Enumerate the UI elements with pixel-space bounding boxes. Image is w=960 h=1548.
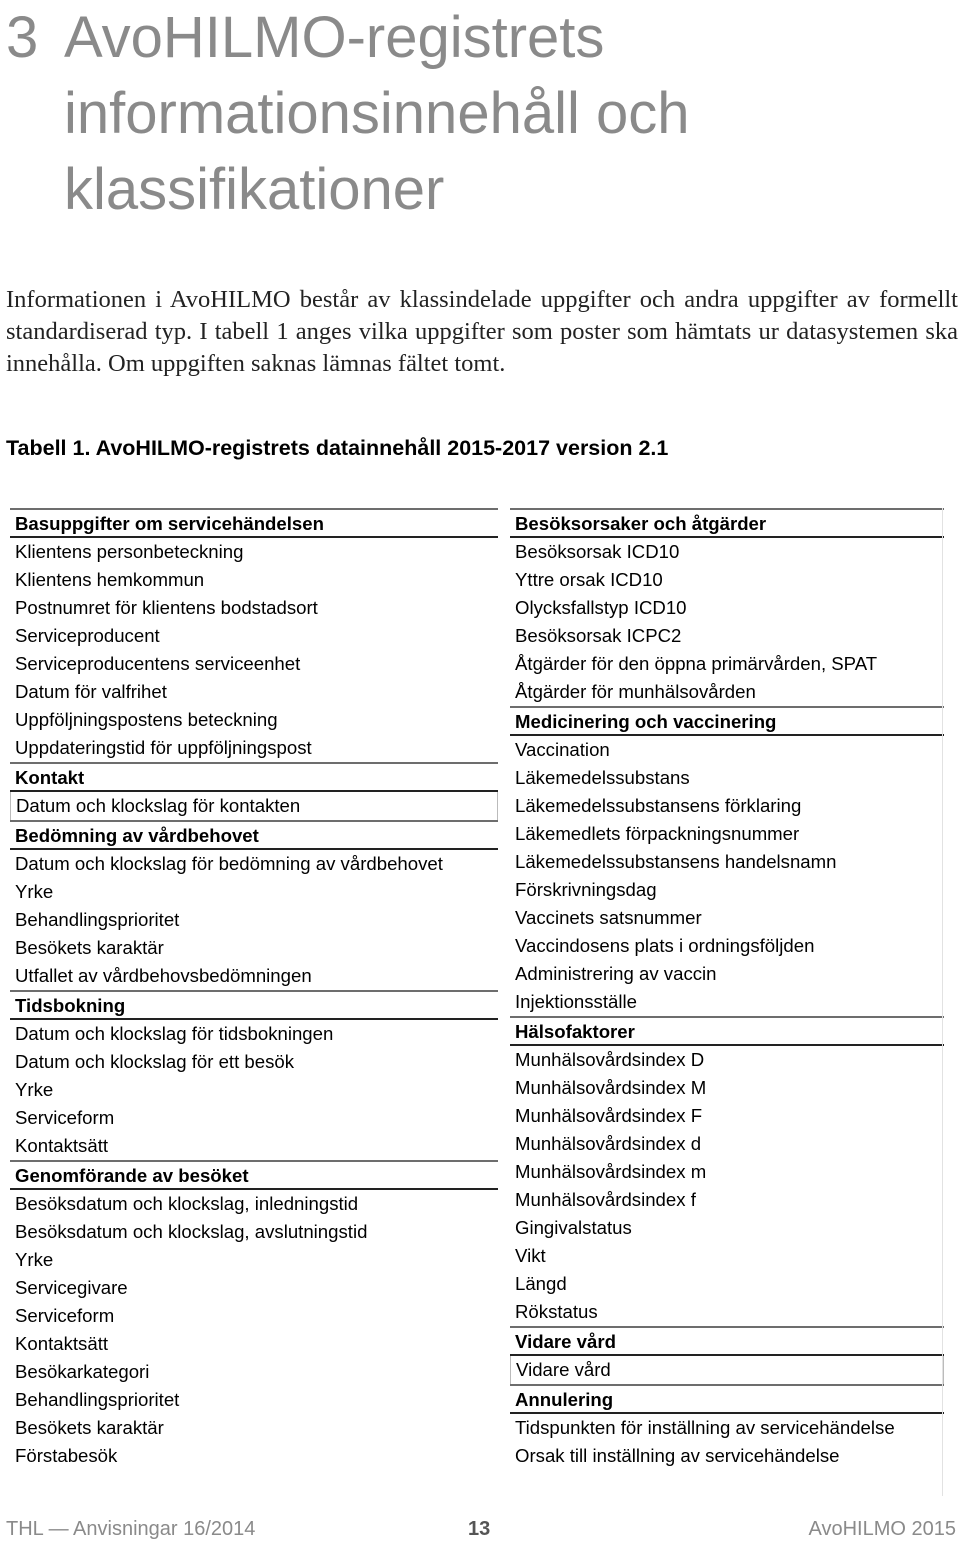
table-row: Vikt bbox=[515, 1245, 546, 1266]
table-row: Tidspunkten för inställning av servicehändelse bbox=[515, 1417, 895, 1438]
page-footer bbox=[6, 1518, 956, 1546]
table-section-header: Kontakt bbox=[10, 762, 498, 792]
table-row: Besökets karaktär bbox=[15, 937, 164, 958]
table-row: Uppdateringstid för uppföljningspost bbox=[15, 737, 312, 758]
table-row: Läkemedelssubstans bbox=[515, 767, 690, 788]
table-caption: Tabell 1. AvoHILMO-registrets datainnehåll 2015-2017 version 2.1 bbox=[6, 436, 669, 460]
table-row: Behandlingsprioritet bbox=[15, 909, 180, 930]
table-row: Datum och klockslag för tidsbokningen bbox=[15, 1023, 334, 1044]
table-row: Vaccination bbox=[515, 739, 610, 760]
table-row: Yrke bbox=[15, 881, 54, 902]
table-row: Serviceproducent bbox=[15, 625, 160, 646]
table-row: Serviceform bbox=[15, 1107, 115, 1128]
table-row: Behandlingsprioritet bbox=[15, 1389, 180, 1410]
table-row: Munhälsovårdsindex F bbox=[515, 1105, 703, 1126]
table-row: Orsak till inställning av servicehändelse bbox=[515, 1445, 840, 1466]
table-section-header: Hälsofaktorer bbox=[510, 1016, 944, 1046]
table-row: Serviceproducentens serviceenhet bbox=[15, 653, 301, 674]
intro-paragraph: Informationen i AvoHILMO består av klassindelade uppgifter och andra uppgifter av formellt standardiserad typ. I tabell 1 anges vilka uppgifter som poster som hämtats ur datasystemen ska innehålla. Om uppgiften saknas lämnas fältet tomt. bbox=[6, 286, 958, 377]
table-row: Munhälsovårdsindex d bbox=[515, 1133, 702, 1154]
table-row: Utfallet av vårdbehovsbedömningen bbox=[15, 965, 312, 986]
table-row: Åtgärder för den öppna primärvården, SPAT bbox=[515, 653, 878, 674]
table-row: Datum och klockslag för kontakten bbox=[10, 792, 498, 820]
table-row: Läkemedelssubstansens förklaring bbox=[515, 795, 802, 816]
table-row: Datum och klockslag för bedömning av vårdbehovet bbox=[15, 853, 443, 874]
table-row: Kontaktsätt bbox=[15, 1135, 109, 1156]
table-row: Administrering av vaccin bbox=[515, 963, 717, 984]
table-section-header: Besöksorsaker och åtgärder bbox=[510, 508, 944, 538]
table-row: Serviceform bbox=[15, 1305, 115, 1326]
table-row: Postnumret för klientens bodstadsort bbox=[15, 597, 318, 618]
chapter-heading bbox=[6, 0, 946, 228]
table-row: Besöksdatum och klockslag, avslutningstid bbox=[15, 1221, 368, 1242]
chapter-title-line-3: klassifikationer bbox=[64, 157, 445, 222]
table-row: Datum för valfrihet bbox=[15, 681, 167, 702]
table-row: Åtgärder för munhälsovården bbox=[515, 681, 756, 702]
table-row: Läkemedelssubstansens handelsnamn bbox=[515, 851, 837, 872]
table-row: Klientens personbeteckning bbox=[15, 541, 244, 562]
footer-publication: THL — Anvisningar 16/2014 bbox=[6, 1518, 256, 1540]
table-row: Yrke bbox=[15, 1079, 54, 1100]
table-row: Besöksdatum och klockslag, inledningstid bbox=[15, 1193, 359, 1214]
table-section-header: Annulering bbox=[510, 1384, 944, 1414]
chapter-title-line-2: informationsinnehåll och bbox=[64, 81, 690, 146]
table-section-header: Tidsbokning bbox=[10, 990, 498, 1020]
table-row: Besökarkategori bbox=[15, 1361, 150, 1382]
chapter-number: 3 bbox=[6, 5, 39, 70]
table-section-header: Vidare vård bbox=[510, 1326, 944, 1356]
chapter-title-line-1: AvoHILMO-registrets bbox=[64, 5, 605, 70]
table-section-header: Bedömning av vårdbehovet bbox=[10, 820, 498, 850]
table-row: Vaccinets satsnummer bbox=[515, 907, 702, 928]
table-row: Vidare vård bbox=[510, 1356, 944, 1384]
table-row: Munhälsovårdsindex m bbox=[515, 1161, 707, 1182]
table-row: Munhälsovårdsindex f bbox=[515, 1189, 696, 1210]
table-row: Vaccindosens plats i ordningsföljden bbox=[515, 935, 815, 956]
table-row: Längd bbox=[515, 1273, 567, 1294]
table-row: Besöksorsak ICD10 bbox=[515, 541, 680, 562]
page-number: 13 bbox=[468, 1518, 491, 1540]
table-row: Injektionsställe bbox=[515, 991, 637, 1012]
table-right-column bbox=[510, 508, 944, 1470]
table-row: Klientens hemkommun bbox=[15, 569, 205, 590]
table-row: Kontaktsätt bbox=[15, 1333, 109, 1354]
table-row: Yttre orsak ICD10 bbox=[515, 569, 663, 590]
table-section-header: Genomförande av besöket bbox=[10, 1160, 498, 1190]
table-row: Olycksfallstyp ICD10 bbox=[515, 597, 687, 618]
table-left-column bbox=[10, 508, 498, 1470]
table-row: Munhälsovårdsindex M bbox=[515, 1077, 707, 1098]
table-section-header: Basuppgifter om servicehändelsen bbox=[10, 508, 498, 538]
table-row: Uppföljningspostens beteckning bbox=[15, 709, 278, 730]
table-row: Besöksorsak ICPC2 bbox=[515, 625, 682, 646]
table-row: Yrke bbox=[15, 1249, 54, 1270]
table-row: Munhälsovårdsindex D bbox=[515, 1049, 705, 1070]
table-row: Servicegivare bbox=[15, 1277, 128, 1298]
table-row: Gingivalstatus bbox=[515, 1217, 632, 1238]
table-row: Förstabesök bbox=[15, 1445, 118, 1466]
table-row: Rökstatus bbox=[515, 1301, 598, 1322]
table-right-border bbox=[942, 508, 943, 1496]
table-row: Datum och klockslag för ett besök bbox=[15, 1051, 295, 1072]
footer-title: AvoHILMO 2015 bbox=[808, 1518, 956, 1540]
table-row: Förskrivningsdag bbox=[515, 879, 657, 900]
table-row: Besökets karaktär bbox=[15, 1417, 164, 1438]
table-row: Läkemedlets förpackningsnummer bbox=[515, 823, 800, 844]
table-section-header: Medicinering och vaccinering bbox=[510, 706, 944, 736]
